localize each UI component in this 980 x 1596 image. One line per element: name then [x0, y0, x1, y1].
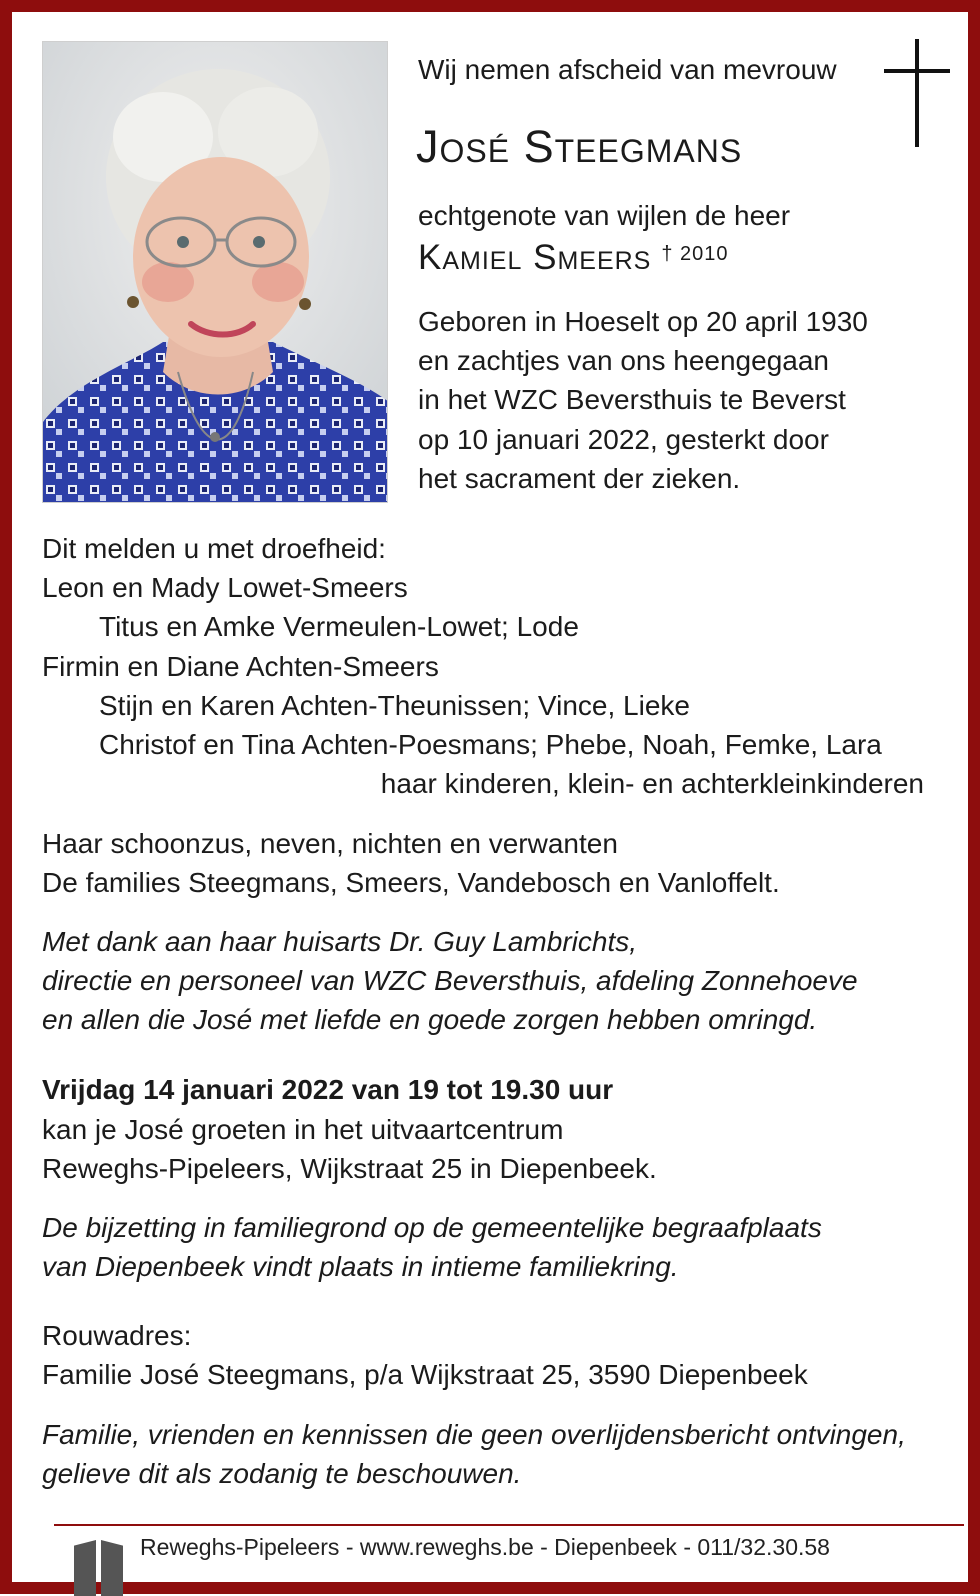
bio-line: in het WZC Beversthuis te Beverst: [418, 384, 846, 415]
family-others-line: Haar schoonzus, neven, nichten en verwanten: [42, 828, 618, 859]
funeral-home-logo-icon: [74, 1540, 124, 1596]
spouse-name: Kamiel Smeers: [418, 238, 652, 277]
spouse-name-row: [418, 238, 729, 278]
thanks-line: directie en personeel van WZC Beversthuis, afdeling Zonnehoeve: [42, 965, 858, 996]
portrait-photo: [42, 41, 388, 503]
visitation-line: Reweghs-Pipeleers, Wijkstraat 25 in Diepenbeek.: [42, 1153, 657, 1184]
family-line: Christof en Tina Achten-Poesmans; Phebe, Noah, Femke, Lara: [99, 729, 882, 760]
family-others-line: De families Steegmans, Smeers, Vandebosch en Vanloffelt.: [42, 867, 780, 898]
footer-contact: Reweghs-Pipeleers - www.reweghs.be - Diepenbeek - 011/32.30.58: [140, 1534, 830, 1560]
closing-line: gelieve dit als zodanig te beschouwen.: [42, 1458, 522, 1489]
deceased-name: José Steegmans: [416, 121, 743, 172]
intro-line: Wij nemen afscheid van mevrouw: [418, 54, 837, 85]
burial-line: De bijzetting in familiegrond op de gemeentelijke begraafplaats: [42, 1212, 822, 1243]
visitation-date: Vrijdag 14 januari 2022 van 19 tot 19.30 uur: [42, 1074, 614, 1105]
portrait-image: [43, 42, 388, 503]
bio-line: en zachtjes van ons heengegaan: [418, 345, 829, 376]
spouse-death-year: † 2010: [661, 243, 729, 265]
bio-line: op 10 januari 2022, gesterkt door: [418, 424, 829, 455]
family-heading: Dit melden u met droefheid:: [42, 533, 386, 564]
family-line: Firmin en Diane Achten-Smeers: [42, 651, 439, 682]
thanks-line: Met dank aan haar huisarts Dr. Guy Lambrichts,: [42, 926, 637, 957]
thanks-line: en allen die José met liefde en goede zorgen hebben omringd.: [42, 1004, 818, 1035]
visitation-line: kan je José groeten in het uitvaartcentrum: [42, 1114, 564, 1145]
family-line: Titus en Amke Vermeulen-Lowet; Lode: [99, 611, 579, 642]
family-relation: haar kinderen, klein- en achterkleinkinderen: [380, 768, 924, 799]
burial-line: van Diepenbeek vindt plaats in intieme familiekring.: [42, 1251, 679, 1282]
bio-line: het sacrament der zieken.: [418, 463, 741, 494]
spouse-line: echtgenote van wijlen de heer: [418, 200, 791, 231]
bio-line: Geboren in Hoeselt op 20 april 1930: [418, 306, 868, 337]
footer-divider: [54, 1524, 964, 1526]
address-label: Rouwadres:: [42, 1320, 192, 1351]
cross-icon: [884, 39, 950, 147]
closing-line: Familie, vrienden en kennissen die geen overlijdensbericht ontvingen,: [42, 1419, 906, 1450]
family-line: Stijn en Karen Achten-Theunissen; Vince, Lieke: [99, 690, 690, 721]
family-line: Leon en Mady Lowet-Smeers: [42, 572, 408, 603]
address-value: Familie José Steegmans, p/a Wijkstraat 25, 3590 Diepenbeek: [42, 1359, 808, 1390]
